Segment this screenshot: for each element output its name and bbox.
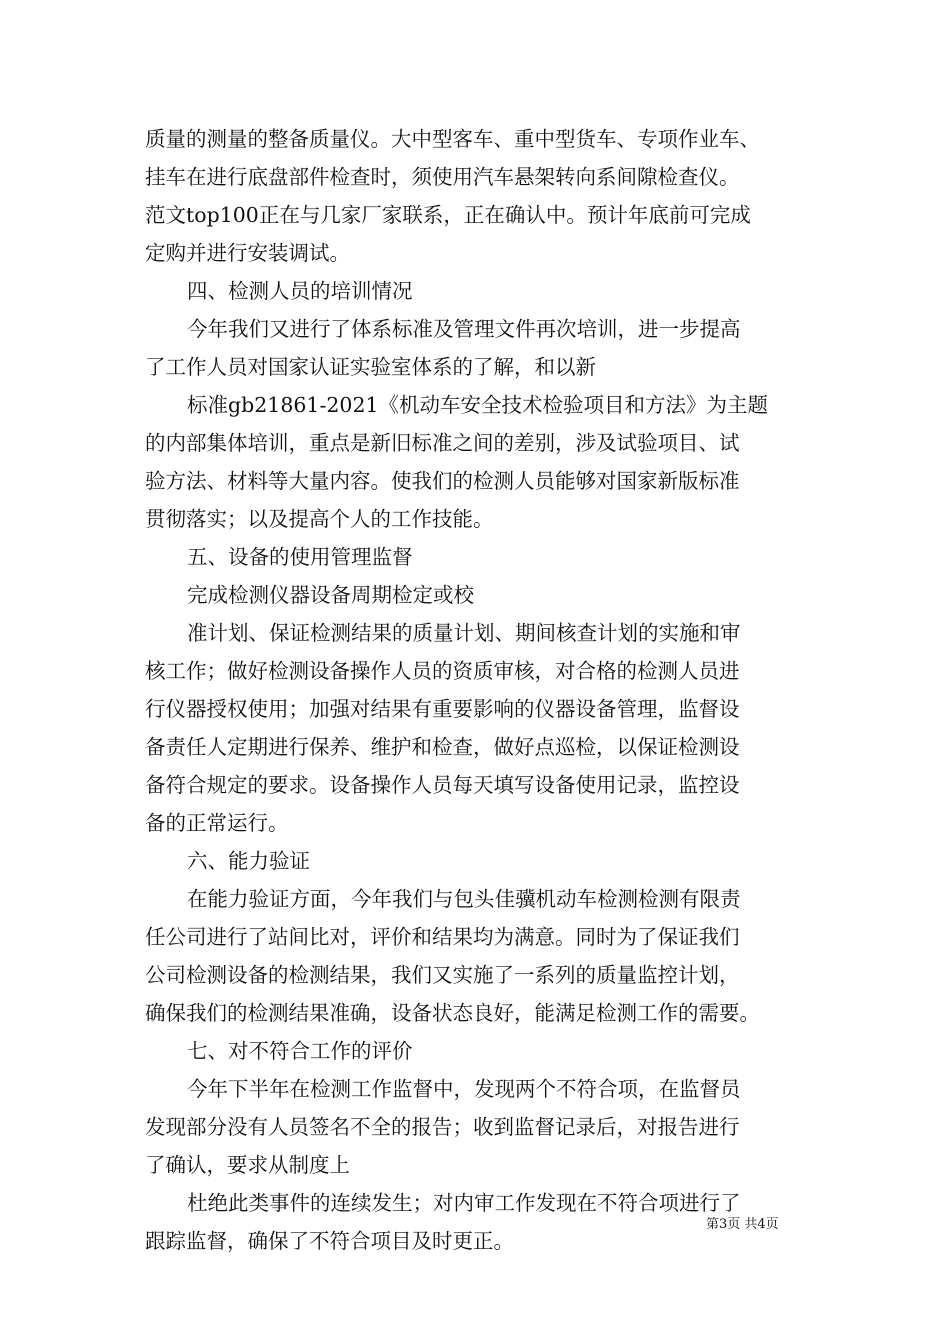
- page-number: 第3页 共4页: [706, 1217, 779, 1232]
- text-line: 质量的测量的整备质量仪。大中型客车、重中型货车、专项作业车、: [145, 127, 760, 151]
- text-line: 今年下半年在检测工作监督中，发现两个不符合项，在监督员: [187, 1077, 741, 1101]
- text-line: 在能力验证方面，今年我们与包头佳骥机动车检测检测有限责: [187, 887, 741, 911]
- section-heading: 四、检测人员的培训情况: [187, 279, 413, 303]
- section-heading: 五、设备的使用管理监督: [187, 545, 413, 569]
- text-line: 验方法、材料等大量内容。使我们的检测人员能够对国家新版标准: [145, 469, 740, 493]
- text-line: 了确认，要求从制度上: [145, 1153, 350, 1177]
- text-line: 备责任人定期进行保养、维护和检查，做好点巡检，以保证检测设: [145, 735, 740, 759]
- text-line: 准计划、保证检测结果的质量计划、期间核查计划的实施和审: [187, 621, 741, 645]
- text-line: 任公司进行了站间比对，评价和结果均为满意。同时为了保证我们: [145, 925, 740, 949]
- text-line: 了工作人员对国家认证实验室体系的了解，和以新: [145, 355, 596, 379]
- section-heading: 六、能力验证: [187, 849, 310, 873]
- text-line: 跟踪监督，确保了不符合项目及时更正。: [145, 1229, 514, 1253]
- text-line: 完成检测仪器设备周期检定或校: [187, 583, 474, 607]
- text-line: 挂车在进行底盘部件检查时，须使用汽车悬架转向系间隙检查仪。: [145, 165, 740, 189]
- text-line: 定购并进行安装调试。: [145, 241, 350, 265]
- text-line: 备的正常运行。: [145, 811, 289, 835]
- text-line: 核工作；做好检测设备操作人员的资质审核，对合格的检测人员进: [145, 659, 740, 683]
- text-line: 备符合规定的要求。设备操作人员每天填写设备使用记录，监控设: [145, 773, 740, 797]
- text-line: 确保我们的检测结果准确，设备状态良好，能满足检测工作的需要。: [145, 1001, 760, 1025]
- section-heading: 七、对不符合工作的评价: [187, 1039, 413, 1063]
- text-line: 标准gb21861-2021《机动车安全技术检验项目和方法》为主题: [187, 393, 769, 417]
- text-line: 范文top100正在与几家厂家联系，正在确认中。预计年底前可完成: [145, 203, 751, 227]
- text-line: 发现部分没有人员签名不全的报告；收到监督记录后，对报告进行: [145, 1115, 740, 1139]
- text-line: 贯彻落实；以及提高个人的工作技能。: [145, 507, 494, 531]
- text-line: 杜绝此类事件的连续发生；对内审工作发现在不符合项进行了: [187, 1191, 741, 1215]
- text-line: 公司检测设备的检测结果，我们又实施了一系列的质量监控计划，: [145, 963, 740, 987]
- text-line: 行仪器授权使用；加强对结果有重要影响的仪器设备管理，监督设: [145, 697, 740, 721]
- text-line: 今年我们又进行了体系标准及管理文件再次培训，进一步提高: [187, 317, 741, 341]
- text-line: 的内部集体培训，重点是新旧标准之间的差别，涉及试验项目、试: [145, 431, 740, 455]
